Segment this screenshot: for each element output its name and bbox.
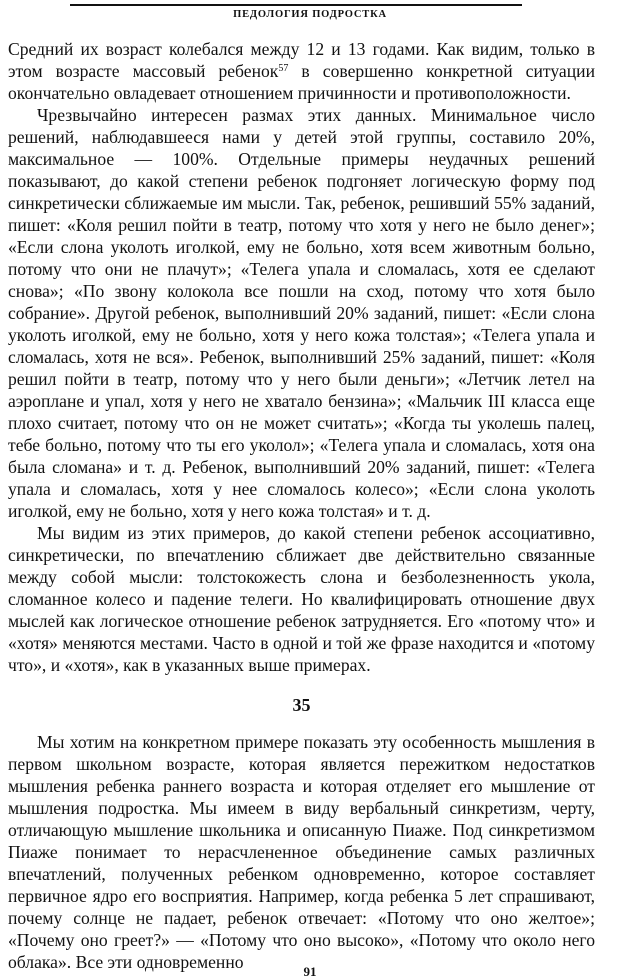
paragraph-1-text: Средний их возраст колебался между 12 и 13 годами. Как видим, только в этом возрасте массовый ребенок: [8, 39, 595, 81]
paragraph-1-text-cont: в совершенно конкретной ситуации окончательно овладевает отношением причинности и противоположности.: [8, 61, 595, 103]
body-text: [8, 38, 595, 973]
paragraph-3: Мы видим из этих примеров, до какой степени ребенок ассоциативно, синкретически, по впечатлению сближает две действительно связанные между собой мысли: толстокожесть слона и безболезненность укола, сломанное колесо и падение телеги. Но квалифицировать отношение двух мыслей как логическое отношение ребенок затрудняется. Его «потому что» и «хотя» меняются местами. Часто в одной и той же фразе находится и «потому что», и «хотя», как в указанных выше примерах.: [8, 523, 595, 675]
section-number: 35: [292, 695, 311, 715]
paragraph-4: Мы хотим на конкретном примере показать эту особенность мышления в первом школьном возрасте, которая является пережитком недостатков мышления ребенка раннего возраста и которая отделяет его мышление от мышления подростка. Мы имеем в виду вербальный синкретизм, черту, отличающую мышление школьника и описанную Пиаже. Под синкретизмом Пиаже понимает то нерасчлененное объединение самых различных впечатлений, полученных ребенком одновременно, которое составляет первичное ядро его восприятия. Например, когда ребенка 5 лет спрашивают, почему солнце не падает, ребенок отвечает: «Потому что оно желтое»; «Почему оно греет?» — «Потому что оно высоко», «Потому что около него облака». Все эти одновременно: [8, 732, 595, 972]
paragraph-1: [8, 38, 595, 104]
running-header: ПЕДОЛОГИЯ ПОДРОСТКА: [233, 9, 387, 20]
header-rule: [70, 4, 522, 6]
footnote-ref: 57: [278, 63, 289, 74]
paragraph-2: Чрезвычайно интересен размах этих данных. Минимальное число решений, наблюдавшееся нами у детей этой группы, составило 20%, максимальное — 100%. Отдельные примеры неудачных решений показывают, до какой степени ребенок подгоняет логическую форму под синкретически сближаемые им мысли. Так, ребенок, решивший 55% заданий, пишет: «Коля решил пойти в театр, потому что хотя у него не было денег»; «Если слона уколоть иголкой, ему не больно, хотя всем животным больно, потому что они не плачут»; «Телега упала и сломалась, хотя ее сделают снова»; «По звону колокола все пошли на сход, потому что хотя было собрание». Другой ребенок, выполнивший 20% заданий, пишет: «Если слона уколоть иголкой, ему не больно, хотя у него кожа толстая»; «Телега упала и сломалась, хотя не вся». Ребенок, выполнивший 25% заданий, пишет: «Коля решил пойти в театр, потому что у него были деньги»; «Летчик летел на аэроплане и упал, хотя у него не хватало бензина»; «Мальчик III класса еще плохо считает, потому что он не может считать»; «Когда ты уколешь палец, тебе больно, потому что ты его уколол»; «Телега упала и сломалась, хотя она была сломана» и т. д. Ребенок, выполнивший 20% заданий, пишет: «Телега упала и сломалась, хотя у нее сломалось колесо»; «Если слона уколоть иголкой, ему не больно, хотя у него кожа толстая» и т. д.: [8, 105, 595, 521]
page-number: 91: [303, 964, 317, 979]
